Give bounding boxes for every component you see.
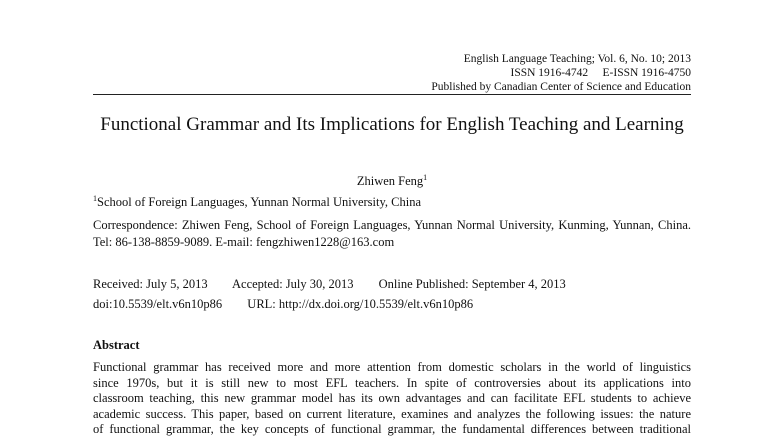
abstract-line: Functional grammar has received more and more attention from domestic scholars in the world of linguistics <box>93 360 691 374</box>
abstract-line: of functional grammar, the key concepts of functional grammar, the fundamental differences between traditional <box>93 422 691 436</box>
abstract-heading: Abstract <box>93 338 140 352</box>
journal-header <box>431 52 691 94</box>
url-link[interactable]: URL: http://dx.doi.org/10.5539/elt.v6n10p86 <box>247 297 474 311</box>
author-line <box>93 174 691 189</box>
affiliation <box>93 195 421 210</box>
author-name: Zhiwen Feng <box>356 174 424 188</box>
correspondence: Correspondence: Zhiwen Feng, School of Foreign Languages, Yunnan Normal University, Kunming, Yunnan, China. Tel: 86-138-8859-9089. E-mail: fengzhiwen1228@163.com <box>93 218 691 249</box>
abstract-line: since 1970s, but it is still new to most EFL teachers. In spite of controversies about its applications into <box>93 375 691 390</box>
abstract-line: academic success. This paper, based on current literature, examines and analyzes the following issues: the nature <box>93 406 691 421</box>
journal-issn: ISSN 1916-4742 E-ISSN 1916-4750 <box>510 67 691 79</box>
journal-citation: English Language Teaching; Vol. 6, No. 10; 2013 <box>463 53 691 65</box>
header-rule <box>93 94 691 95</box>
online-published-date: Online Published: September 4, 2013 <box>378 277 566 291</box>
paper-title: Functional Grammar and Its Implications for English Teaching and Learning <box>100 114 684 135</box>
identifiers <box>93 297 495 312</box>
journal-publisher: Published by Canadian Center of Science and Education <box>431 81 691 93</box>
abstract-line: classroom teaching, this new grammar model has its own advantages and can facilitate EFL students to achieve <box>93 391 691 405</box>
received-date: Received: July 5, 2013 <box>93 277 208 291</box>
affiliation-text: School of Foreign Languages, Yunnan Normal University, China <box>97 195 422 209</box>
accepted-date: Accepted: July 30, 2013 <box>232 277 354 291</box>
author-superscript: 1 <box>423 172 428 182</box>
doi: doi:10.5539/elt.v6n10p86 <box>93 297 223 311</box>
affiliation-superscript: 1 <box>93 193 97 203</box>
publication-dates <box>93 277 588 292</box>
abstract-body <box>93 360 691 438</box>
